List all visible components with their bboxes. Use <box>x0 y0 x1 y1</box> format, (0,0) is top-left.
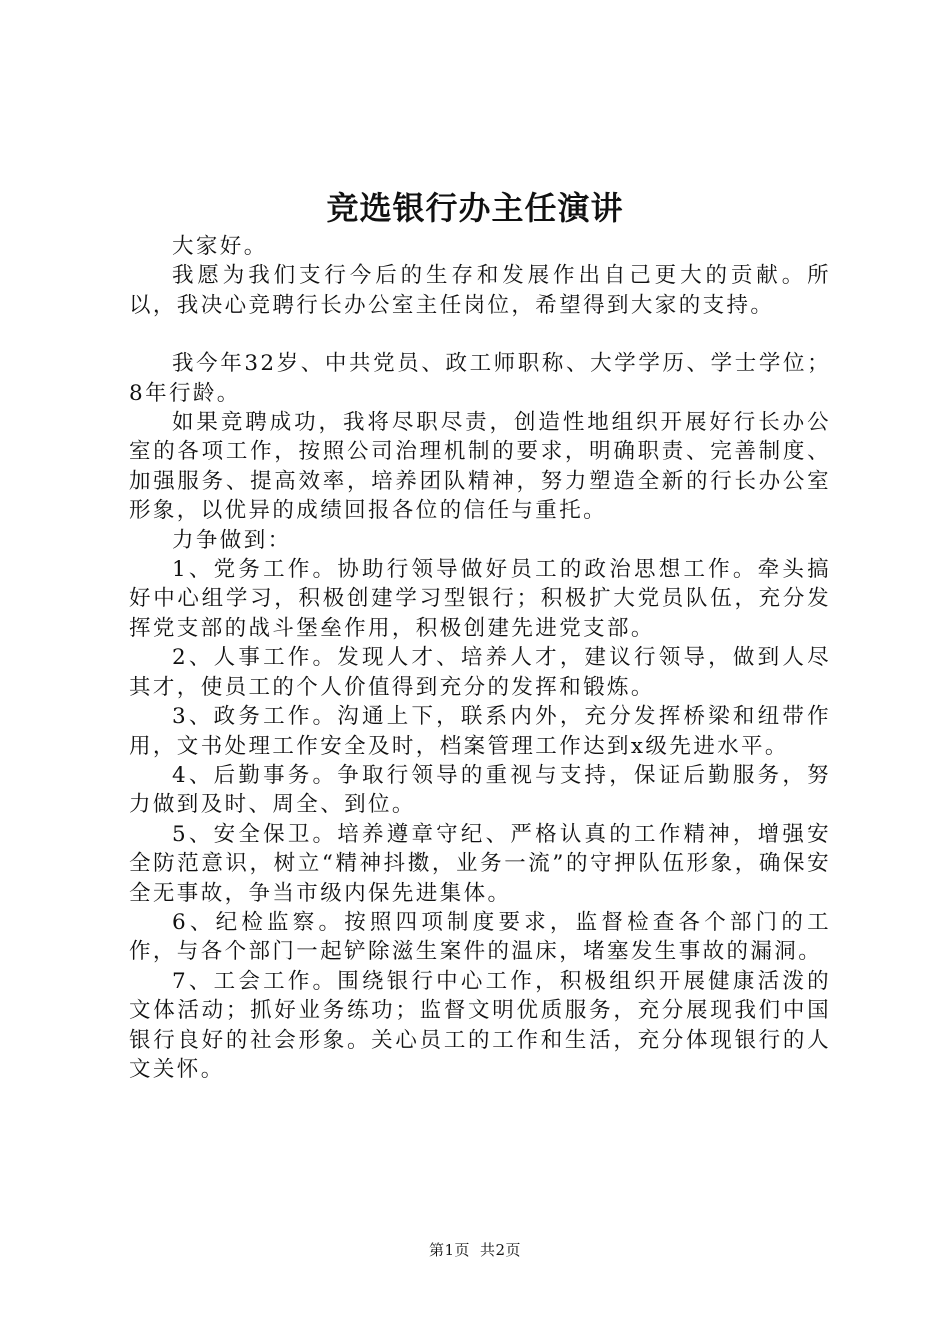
page-footer <box>0 1240 950 1260</box>
greeting-paragraph: 大家好。 <box>172 234 268 259</box>
background-paragraph: 我今年32岁、中共党员、政工师职称、大学学历、学士学位；8年行龄。 <box>129 351 831 406</box>
goal-item-union: 7、工会工作。围绕银行中心工作，积极组织开展健康活泼的文体活动；抓好业务练功；监督文明优质服务，充分展现我们中国银行良好的社会形象。关心员工的工作和生活，充分体现银行的人文关怀。 <box>129 968 831 1082</box>
page-number: 第1页 <box>428 1241 470 1259</box>
document-title: 竞选银行办主任演讲 <box>326 189 624 227</box>
goal-item-party-affairs: 1、党务工作。协助行领导做好员工的政治思想工作。牵头搞好中心组学习，积极创建学习型银行；积极扩大党员队伍，充分发挥党支部的战斗堡垒作用，积极创建先进党支部。 <box>129 557 831 641</box>
goal-item-administration: 3、政务工作。沟通上下，联系内外，充分发挥桥梁和纽带作用，文书处理工作安全及时，档案管理工作达到x级先进水平。 <box>129 704 831 759</box>
goal-item-discipline: 6、纪检监察。按照四项制度要求，监督检查各个部门的工作，与各个部门一起铲除滋生案件的温床，堵塞发生事故的漏洞。 <box>129 909 831 965</box>
goal-item-logistics: 4、后勤事务。争取行领导的重视与支持，保证后勤服务，努力做到及时、周全、到位。 <box>129 762 831 818</box>
goals-intro-paragraph: 力争做到： <box>172 527 292 553</box>
page-total: 共2页 <box>480 1241 522 1259</box>
document-body <box>129 232 831 1084</box>
goal-item-security: 5、安全保卫。培养遵章守纪、严格认真的工作精神，增强安全防范意识，树立“精神抖擞，业务一流”的守押队伍形象，确保安全无事故，争当市级内保先进集体。 <box>129 821 831 906</box>
commitment-paragraph: 我愿为我们支行今后的生存和发展作出自己更大的贡献。所以，我决心竞聘行长办公室主任岗位，希望得到大家的支持。 <box>129 263 831 318</box>
goal-item-personnel: 2、人事工作。发现人才、培养人才，建议行领导，做到人尽其才，使员工的个人价值得到充分的发挥和锻炼。 <box>129 645 831 700</box>
paragraph-gap <box>129 320 831 349</box>
plan-paragraph: 如果竞聘成功，我将尽职尽责，创造性地组织开展好行长办公室的各项工作，按照公司治理机制的要求，明确职责、完善制度、加强服务、提高效率，培养团队精神，努力塑造全新的行长办公室形象，以优异的成绩回报各位的信任与重托。 <box>129 410 831 524</box>
